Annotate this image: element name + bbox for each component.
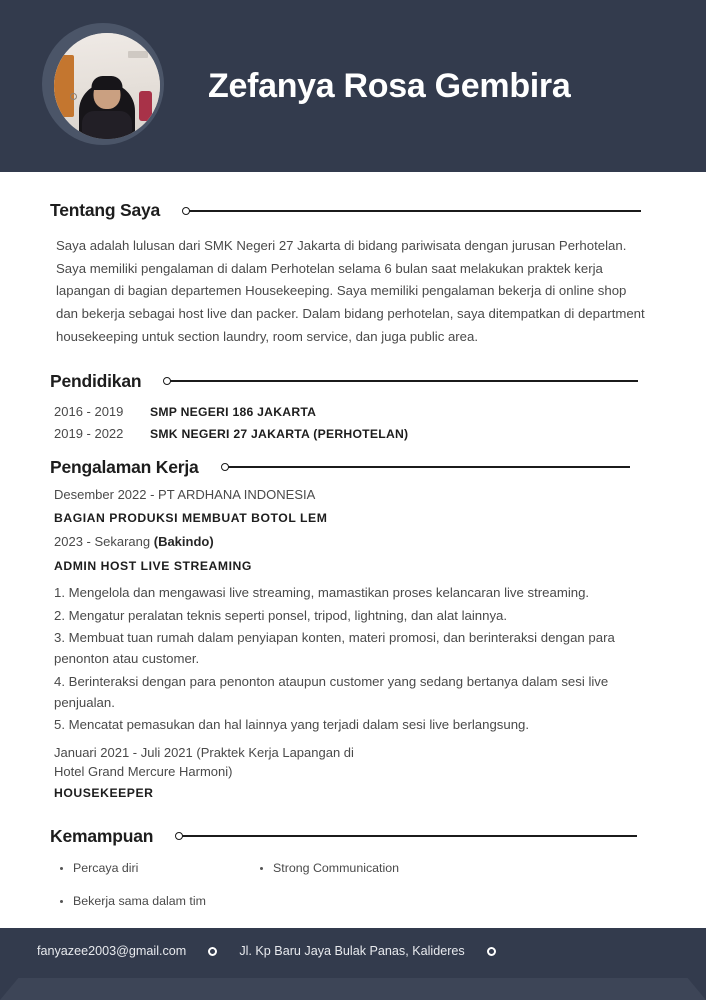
experience-entry (54, 486, 646, 526)
section-rule (170, 380, 638, 382)
education-years: 2019 - 2022 (54, 425, 124, 441)
section-rule (228, 466, 630, 468)
resume-footer (0, 928, 706, 1000)
photo-doorknob-icon (70, 93, 77, 100)
education-entry (54, 426, 706, 441)
skill-item: Percaya diri (60, 861, 260, 876)
experience-period (54, 533, 646, 552)
section-rule (189, 210, 641, 212)
footer-contact-row (0, 944, 706, 958)
experience-entry (54, 744, 646, 800)
section-title-education: Pendidikan (50, 370, 142, 391)
about-paragraph: Saya adalah lulusan dari SMK Negeri 27 Jakarta di bidang pariwisata dengan jurusan Perhotelan. Saya memiliki pengalaman di dalam Perhotelan selama 6 bulan saat melakukan praktek kerja lapangan di bagian departemen Housekeeping. Saya memiliki pengalaman bekerja di online shop dan bekerja sebagai host live dan packer. Dalam bidang perhotelan, saya ditempatkan di department housekeeping untuk section laundry, room service, dan juga public area. (56, 238, 645, 344)
section-title-experience: Pengalaman Kerja (50, 456, 199, 477)
experience-role: HOUSEKEEPER (54, 785, 154, 800)
experience-list (0, 486, 706, 800)
experience-period: Desember 2022 - PT ARDHANA INDONESIA (54, 486, 316, 502)
avatar (42, 20, 174, 152)
education-school: SMP NEGERI 186 JAKARTA (150, 404, 317, 419)
duty-item: 1. Mengelola dan mengawasi live streaming, mamastikan proses kelancaran live streaming. (54, 585, 590, 601)
experience-entry (54, 533, 646, 735)
duty-item: 3. Membuat tuan rumah dalam penyiapan konten, materi promosi, dan berinteraksi dengan para penonton atau customer. (54, 629, 615, 667)
duty-item: 4. Berinteraksi dengan para penonton ataupun customer yang sedang bertanya dalam sesi live penjualan. (54, 673, 609, 711)
section-header-about (0, 200, 706, 221)
duty-item: 5. Mencatat pemasukan dan hal lainnya yang terjadi dalam sesi live berlangsung. (54, 717, 530, 733)
footer-email: fanyazee2003@gmail.com (37, 944, 187, 958)
section-header-education (0, 371, 706, 392)
resume-body (0, 172, 706, 962)
photo-wall-frame (128, 51, 148, 58)
skill-item: Strong Communication (260, 861, 460, 876)
footer-address: Jl. Kp Baru Jaya Bulak Panas, Kalideres (239, 944, 465, 958)
section-rule (182, 835, 637, 837)
separator-dot-icon (208, 947, 217, 956)
separator-dot-icon (487, 947, 496, 956)
education-list (0, 404, 706, 441)
resume-header (0, 0, 706, 172)
education-years: 2016 - 2019 (54, 403, 124, 419)
avatar-photo (54, 33, 160, 139)
experience-role: BAGIAN PRODUKSI MEMBUAT BOTOL LEM (54, 511, 328, 526)
experience-period: Januari 2021 - Juli 2021 (Praktek Kerja Lapangan di Hotel Grand Mercure Harmoni) (54, 744, 354, 779)
duty-item: 2. Mengatur peralatan teknis seperti ponsel, tripod, lightning, dan alat lainnya. (54, 607, 508, 623)
photo-door (54, 55, 74, 117)
section-title-about: Tentang Saya (50, 200, 161, 220)
skill-item: Bekerja sama dalam tim (60, 894, 260, 909)
photo-red-object (139, 91, 152, 121)
photo-person-fringe (92, 76, 123, 90)
section-title-skills: Kemampuan (50, 825, 154, 846)
footer-accent-bar (0, 978, 706, 1000)
education-school: SMK NEGERI 27 JAKARTA (PERHOTELAN) (150, 426, 409, 441)
experience-company: (Bakindo) (153, 534, 214, 550)
section-header-skills (0, 826, 706, 847)
education-entry (54, 404, 706, 419)
page-title: Zefanya Rosa Gembira (208, 66, 571, 105)
experience-role: ADMIN HOST LIVE STREAMING (54, 559, 252, 574)
section-header-experience (0, 457, 706, 478)
experience-duties (54, 582, 646, 736)
photo-person-body (82, 111, 132, 139)
experience-period-text: 2023 - Sekarang (54, 534, 154, 550)
